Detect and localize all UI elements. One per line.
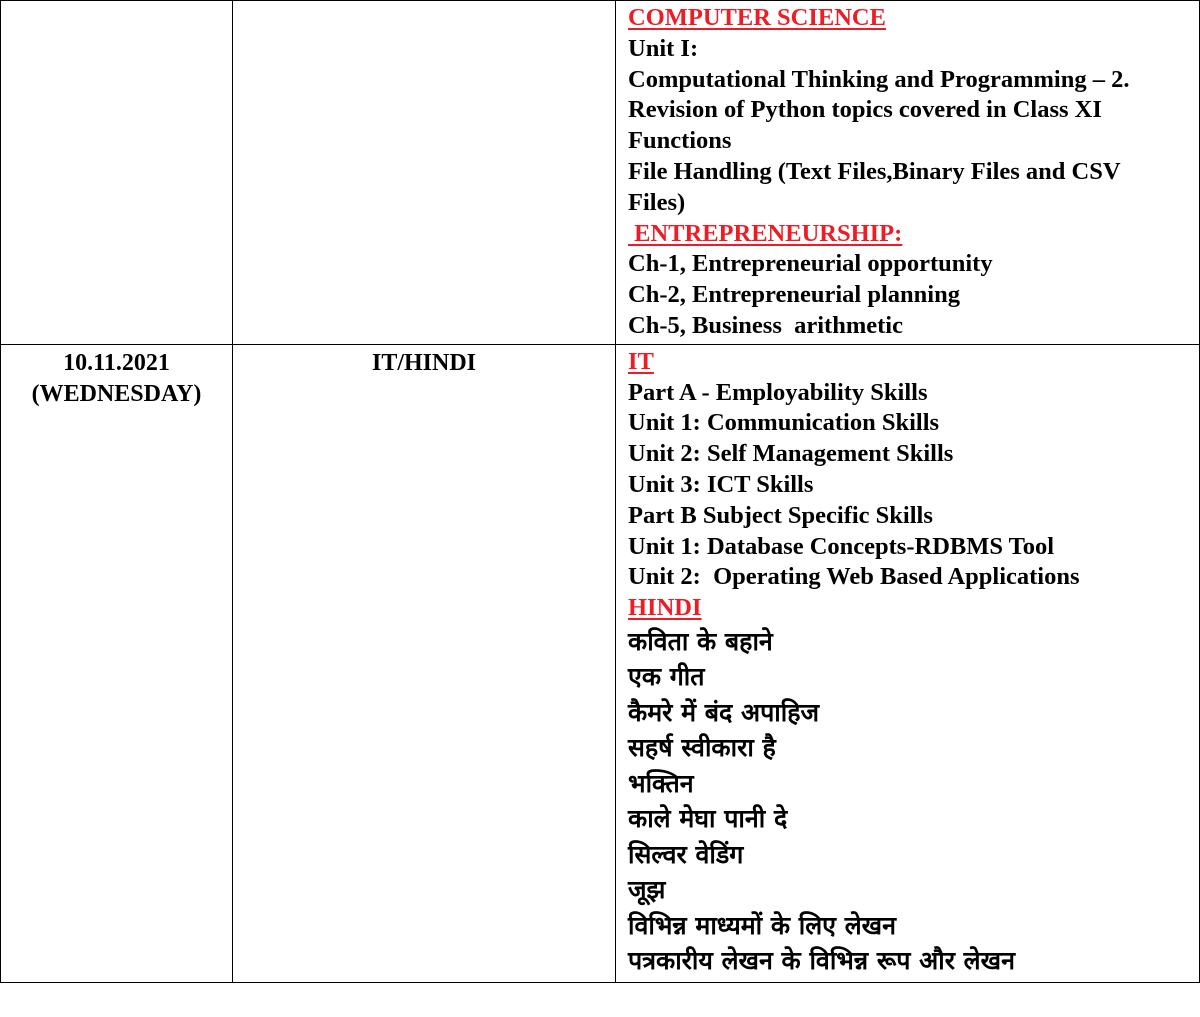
syllabus-item: File Handling (Text Files,Binary Files and CSV bbox=[628, 157, 1121, 185]
hindi-syllabus-item: जूझ bbox=[628, 875, 666, 905]
syllabus-item: Unit 1: Database Concepts-RDBMS Tool bbox=[628, 532, 1055, 560]
hindi-syllabus-item: एक गीत bbox=[628, 662, 705, 692]
syllabus-item: Ch-1, Entrepreneurial opportunity bbox=[628, 250, 993, 278]
hindi-syllabus-item: विभिन्न माध्यमों के लिए लेखन bbox=[628, 910, 896, 940]
syllabus-item: Part B Subject Specific Skills bbox=[628, 501, 933, 529]
subject-cell bbox=[233, 344, 616, 982]
hindi-syllabus-item: सिल्वर वेडिंग bbox=[628, 839, 744, 869]
syllabus-item: Functions bbox=[628, 127, 732, 155]
date-cell bbox=[1, 344, 233, 982]
syllabus-item: Unit I: bbox=[628, 34, 699, 62]
schedule-row bbox=[1, 1, 1200, 345]
syllabus-item: Ch-2, Entrepreneurial planning bbox=[628, 281, 960, 309]
hindi-syllabus-item: पत्रकारीय लेखन के विभिन्न रूप और लेखन bbox=[628, 946, 1015, 976]
syllabus-cell bbox=[616, 1, 1200, 345]
exam-day: (WEDNESDAY) bbox=[31, 380, 202, 407]
section-heading-computer-science: COMPUTER SCIENCE bbox=[628, 4, 886, 31]
section-heading-it: IT bbox=[628, 347, 654, 375]
syllabus-item: Part A - Employability Skills bbox=[628, 378, 928, 406]
syllabus-item: Unit 1: Communication Skills bbox=[628, 409, 940, 437]
syllabus-item: Unit 3: ICT Skills bbox=[628, 470, 814, 498]
syllabus-item: Unit 2: Operating Web Based Applications bbox=[628, 563, 1080, 591]
hindi-syllabus-item: सहर्ष स्वीकारा है bbox=[628, 733, 776, 763]
hindi-syllabus-item: कैमरे में बंद अपाहिज bbox=[628, 697, 820, 727]
exam-subject: IT/HINDI bbox=[371, 349, 477, 376]
section-heading-entrepreneurship: ENTREPRENEURSHIP: bbox=[628, 219, 903, 247]
syllabus-item: Computational Thinking and Programming – 2. bbox=[628, 65, 1130, 93]
schedule-row bbox=[1, 344, 1200, 982]
date-cell bbox=[1, 1, 233, 345]
syllabus-item: Files) bbox=[628, 188, 686, 216]
subject-cell bbox=[233, 1, 616, 345]
syllabus-cell bbox=[616, 344, 1200, 982]
exam-date: 10.11.2021 bbox=[63, 349, 170, 376]
section-heading-hindi: HINDI bbox=[628, 594, 702, 622]
syllabus-item: Unit 2: Self Management Skills bbox=[628, 440, 954, 468]
hindi-syllabus-item: काले मेघा पानी दे bbox=[628, 804, 788, 834]
hindi-syllabus-item: कविता के बहाने bbox=[628, 626, 773, 656]
syllabus-item: Revision of Python topics covered in Class XI bbox=[628, 96, 1102, 124]
syllabus-item: Ch-5, Business arithmetic bbox=[628, 311, 903, 339]
hindi-syllabus-item: भक्तिन bbox=[628, 768, 694, 798]
